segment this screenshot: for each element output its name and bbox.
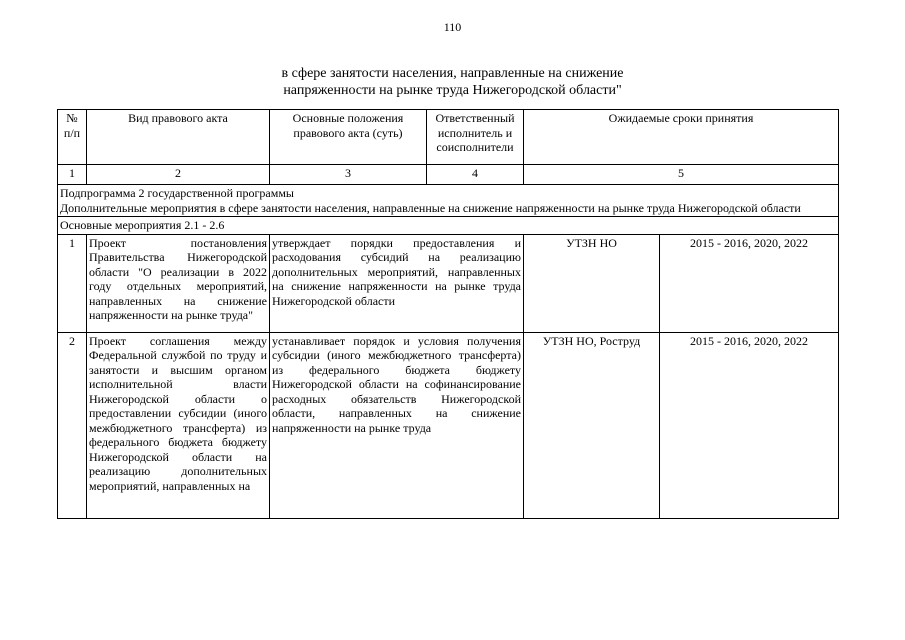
- subprogram-row: [58, 185, 839, 217]
- header-expected-terms: Ожидаемые сроки принятия: [524, 110, 839, 165]
- column-number-row: [58, 165, 839, 185]
- row-1-terms: 2015 - 2016, 2020, 2022: [660, 234, 839, 332]
- legal-acts-table: [57, 109, 839, 519]
- column-number-3: 3: [270, 165, 427, 185]
- row-1-number: 1: [58, 234, 87, 332]
- row-2-act-essence: устанавливает порядок и условия получения субсидии (иного межбюджетного трансферта) из федерального бюджета бюджету Нижегородской области на софинансирование расходных обязательств Нижегородской области, направленных на снижение напряженности на рынке труда: [270, 332, 524, 518]
- row-1-act-type: Проект постановления Правительства Нижегородской области "О реализации в 2022 году отдельных мероприятий, направленных на снижение напряженности на рынке труда": [87, 234, 270, 332]
- header-number: № п/п: [58, 110, 87, 165]
- group-row: [58, 217, 839, 235]
- column-number-4: 4: [427, 165, 524, 185]
- column-number-1: 1: [58, 165, 87, 185]
- table-row: [58, 332, 839, 518]
- table-header-row: [58, 110, 839, 165]
- subprogram-cell: [58, 185, 839, 217]
- page-number: 110: [443, 20, 462, 34]
- row-2-terms: 2015 - 2016, 2020, 2022: [660, 332, 839, 518]
- row-2-responsible: УТЗН НО, Роструд: [524, 332, 660, 518]
- row-2-act-type: Проект соглашения между Федеральной службой по труду и занятости и высшим органом исполнительной власти Нижегородской области о предоставлении субсидии (иного межбюджетного трансферта) из федерального бюджета бюджету Нижегородской области на реализацию дополнительных мероприятий, направленных на: [87, 332, 270, 518]
- group-cell: Основные мероприятия 2.1 - 2.6: [58, 217, 839, 235]
- header-responsible: Ответственный исполнитель и соисполнители: [427, 110, 524, 165]
- heading-line-1: в сфере занятости населения, направленные на снижение: [281, 66, 624, 81]
- row-1-responsible: УТЗН НО: [524, 234, 660, 332]
- heading-line-2: напряженности на рынке труда Нижегородской области": [283, 83, 622, 98]
- column-number-2: 2: [87, 165, 270, 185]
- row-1-act-essence: утверждает порядки предоставления и расходования субсидий на реализацию дополнительных мероприятий, направленных на снижение напряженности на рынке труда Нижегородской области: [270, 234, 524, 332]
- header-act-type: Вид правового акта: [87, 110, 270, 165]
- table-row: [58, 234, 839, 332]
- row-2-number: 2: [58, 332, 87, 518]
- header-act-essence: Основные положения правового акта (суть): [270, 110, 427, 165]
- column-number-5: 5: [524, 165, 839, 185]
- subprogram-title: Подпрограмма 2 государственной программы: [60, 186, 294, 200]
- document-heading: [0, 65, 905, 99]
- subprogram-description: Дополнительные мероприятия в сфере занятости населения, направленные на снижение напряженности на рынке труда Нижегородской области: [60, 200, 801, 215]
